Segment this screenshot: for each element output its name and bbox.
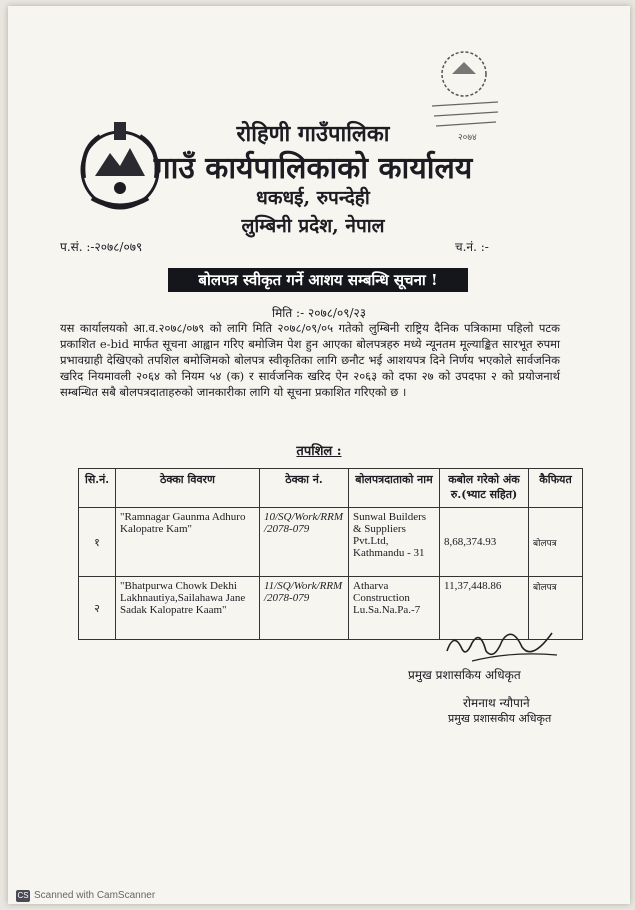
header-remarks: कैफियत — [529, 469, 583, 508]
row-description: "Bhatpurwa Chowk Dekhi Lakhnautiya,Sailahawa Jane Sadak Kalopatre Kaam" — [116, 577, 260, 640]
schedule-heading: तपशिल : — [296, 444, 342, 459]
header-contract-no: ठेक्का नं. — [260, 469, 349, 508]
address-line-1: धकधई, रुपन्देही — [256, 187, 370, 209]
signatory-name: रोमनाथ न्यौपाने — [463, 696, 530, 710]
row-contract-no: 10/SQ/Work/RRM /2078-079 — [260, 508, 349, 577]
row-amount: 8,68,374.93 — [440, 508, 529, 577]
notice-title: बोलपत्र स्वीकृत गर्ने आशय सम्बन्धि सूचना ! — [168, 268, 468, 292]
row-bidder: Sunwal Builders & Suppliers Pvt.Ltd, Kathmandu - 31 — [349, 508, 440, 577]
header-description: ठेक्का विवरण — [116, 469, 260, 508]
office-title: गाउँ कार्यपालिकाको कार्यालय — [153, 151, 473, 186]
bid-table — [78, 468, 583, 640]
reference-number: प.सं. :-२०७८/०७९ — [60, 240, 143, 254]
watermark-text: Scanned with CamScanner — [34, 890, 156, 901]
header-amount: कबोल गरेको अंक रु.(भ्याट सहित) — [440, 469, 529, 508]
header-sn: सि.नं. — [79, 469, 116, 508]
row-amount: 11,37,448.86 — [440, 577, 529, 640]
row-sn: २ — [79, 577, 116, 640]
camscanner-icon: CS — [17, 891, 29, 900]
office-name: रोहिणी गाउँपालिका — [236, 121, 390, 147]
svg-text:२०७४: २०७४ — [458, 133, 477, 143]
row-sn: १ — [79, 508, 116, 577]
document-page — [8, 6, 630, 904]
header-bidder: बोलपत्रदाताको नाम — [349, 469, 440, 508]
table-header-row — [79, 469, 583, 508]
address-line-2: लुम्बिनी प्रदेश, नेपाल — [241, 215, 385, 237]
table-row — [79, 508, 583, 577]
row-remarks: बोलपत्र — [529, 577, 583, 640]
notice-date: मिति :- २०७८/०९/२३ — [272, 306, 366, 320]
row-description: "Ramnagar Gaunma Adhuro Kalopatre Kam" — [116, 508, 260, 577]
signatory-designation: प्रमुख प्रशासकीय अधिकृत — [448, 712, 552, 725]
row-bidder: Atharva Construction Lu.Sa.Na.Pa.-7 — [349, 577, 440, 640]
signatory-title: प्रमुख प्रशासकिय अधिकृत — [408, 668, 521, 682]
dispatch-number: च.नं. :- — [455, 240, 489, 254]
row-contract-no: 11/SQ/Work/RRM /2078-079 — [260, 577, 349, 640]
handwritten-signature — [442, 621, 562, 671]
row-remarks: बोलपत्र — [529, 508, 583, 577]
camscanner-watermark — [16, 890, 155, 902]
notice-body: यस कार्यालयको आ.व.२०७८/०७९ को लागि मिति २०७८/०९/०५ गतेको लुम्बिनी राष्ट्रिय दैनिक पत्रिकामा पहिलो पटक प्रकाशित e-bid मार्फत सूचना आह्वान गरिए बमोजिम पेश हुन आएका बोलपत्रहरु मध्ये न्यूनतम मूल्याङ्कित सारभूत रुपमा प्रभावग्राही देखिएको तपशिल बमोजिमको बोलपत्र स्वीकृतिका लागि छनौट भई आशयपत्र दिने निर्णय भएकोले सार्वजनिक खरिद नियमावली २०६४ को नियम ५४ (क) र सार्वजनिक खरिद ऐन २०६३ को दफा २७ को उपदफा २ को प्रयोजनार्थ सम्बन्धित सबै बोलपत्रदाताहरुको जानकारीका लागि यो सूचना प्रकाशित गरिएको छ । — [60, 321, 560, 399]
